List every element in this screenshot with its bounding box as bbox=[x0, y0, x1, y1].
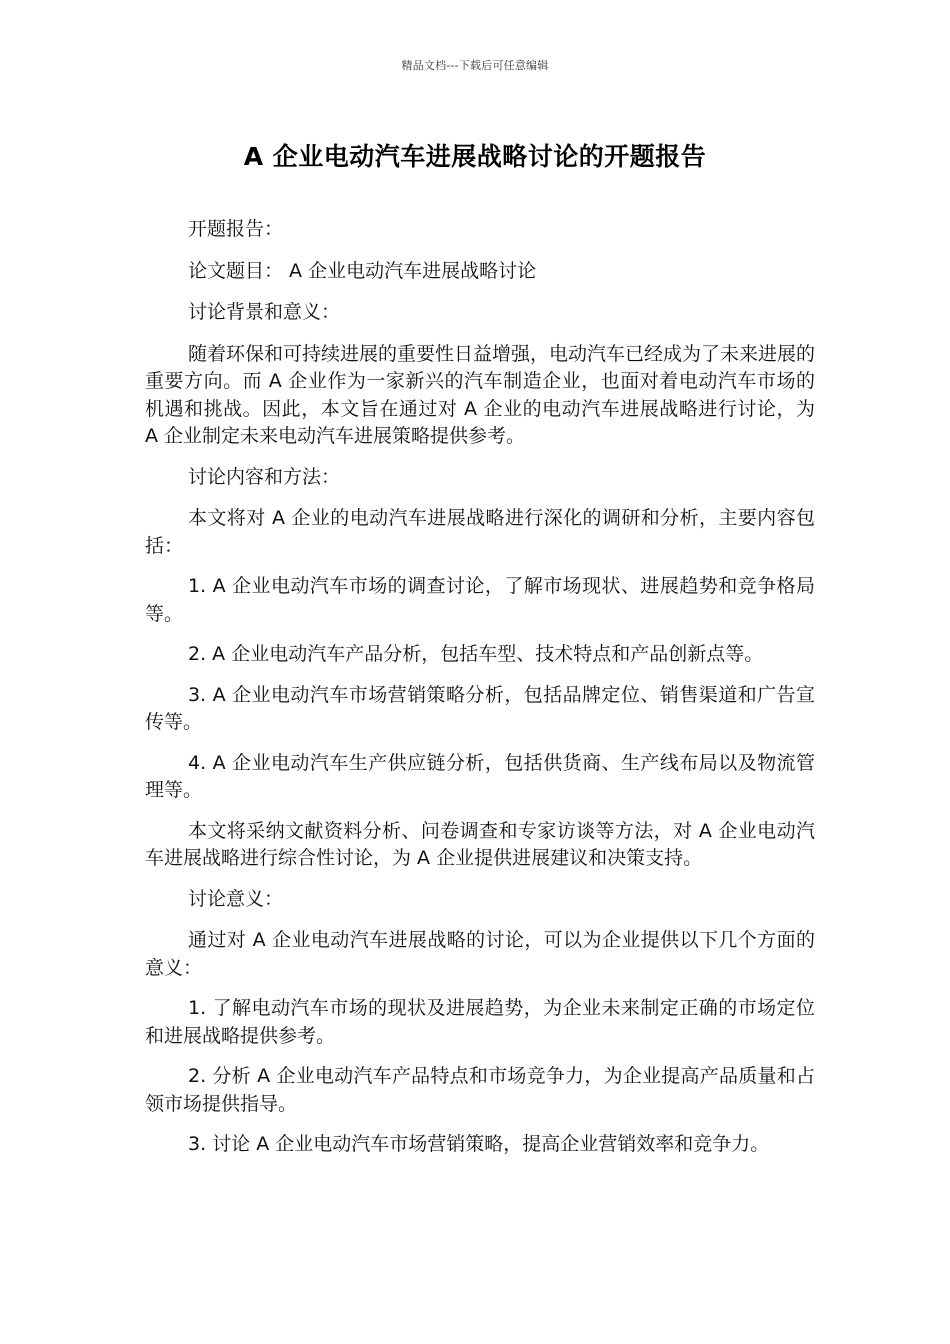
paragraph-methods-heading: 讨论内容和方法： bbox=[188, 465, 341, 488]
paragraph-background-text: 随着环保和可持续进展的重要性日益增强，电动汽车已经成为了未来进展的重要方向。而 A 企业作为一家新兴的汽车制造企业，也面对着电动汽车市场的机遇和挑战。因此，本文旨在通过对 A 企业的电动汽车进展战略进行讨论，为 A 企业制定未来电动汽车进展策略提供参考。 bbox=[145, 342, 816, 447]
header-note: 精品文档---下载后可任意编辑 bbox=[401, 59, 549, 72]
paragraph-thesis-title: 论文题目： A 企业电动汽车进展战略讨论 bbox=[188, 259, 537, 282]
paragraph-significance-intro: 通过对 A 企业电动汽车进展战略的讨论，可以为企业提供以下几个方面的意义： bbox=[145, 929, 815, 979]
paragraph-proposal-heading: 开题报告： bbox=[188, 218, 284, 240]
list-item: 2. A 企业电动汽车产品分析，包括车型、技术特点和产品创新点等。 bbox=[188, 643, 764, 665]
list-item: 3. 讨论 A 企业电动汽车市场营销策略，提高企业营销效率和竞争力。 bbox=[188, 1133, 770, 1155]
paragraph-methods-text: 本文将采纳文献资料分析、问卷调查和专家访谈等方法，对 A 企业电动汽车进展战略进行综合性讨论，为 A 企业提供进展建议和决策支持。 bbox=[145, 819, 815, 869]
paragraph-methods-intro: 本文将对 A 企业的电动汽车进展战略进行深化的调研和分析，主要内容包括： bbox=[145, 507, 815, 557]
document-body bbox=[145, 216, 815, 1172]
paragraph-background-heading: 讨论背景和意义： bbox=[188, 301, 341, 323]
list-item: 4. A 企业电动汽车生产供应链分析，包括供货商、生产线布局以及物流管理等。 bbox=[145, 751, 815, 801]
list-item: 3. A 企业电动汽车市场营销策略分析，包括品牌定位、销售渠道和广告宣传等。 bbox=[145, 683, 815, 733]
list-item: 2. 分析 A 企业电动汽车产品特点和市场竞争力，为企业提高产品质量和占领市场提供指导。 bbox=[145, 1065, 815, 1115]
paragraph-significance-heading: 讨论意义： bbox=[188, 887, 284, 910]
list-item: 1. 了解电动汽车市场的现状及进展趋势，为企业未来制定正确的市场定位和进展战略提供参考。 bbox=[145, 997, 815, 1047]
document-title: A 企业电动汽车进展战略讨论的开题报告 bbox=[243, 142, 707, 171]
list-item: 1. A 企业电动汽车市场的调查讨论，了解市场现状、进展趋势和竞争格局等。 bbox=[145, 575, 815, 625]
